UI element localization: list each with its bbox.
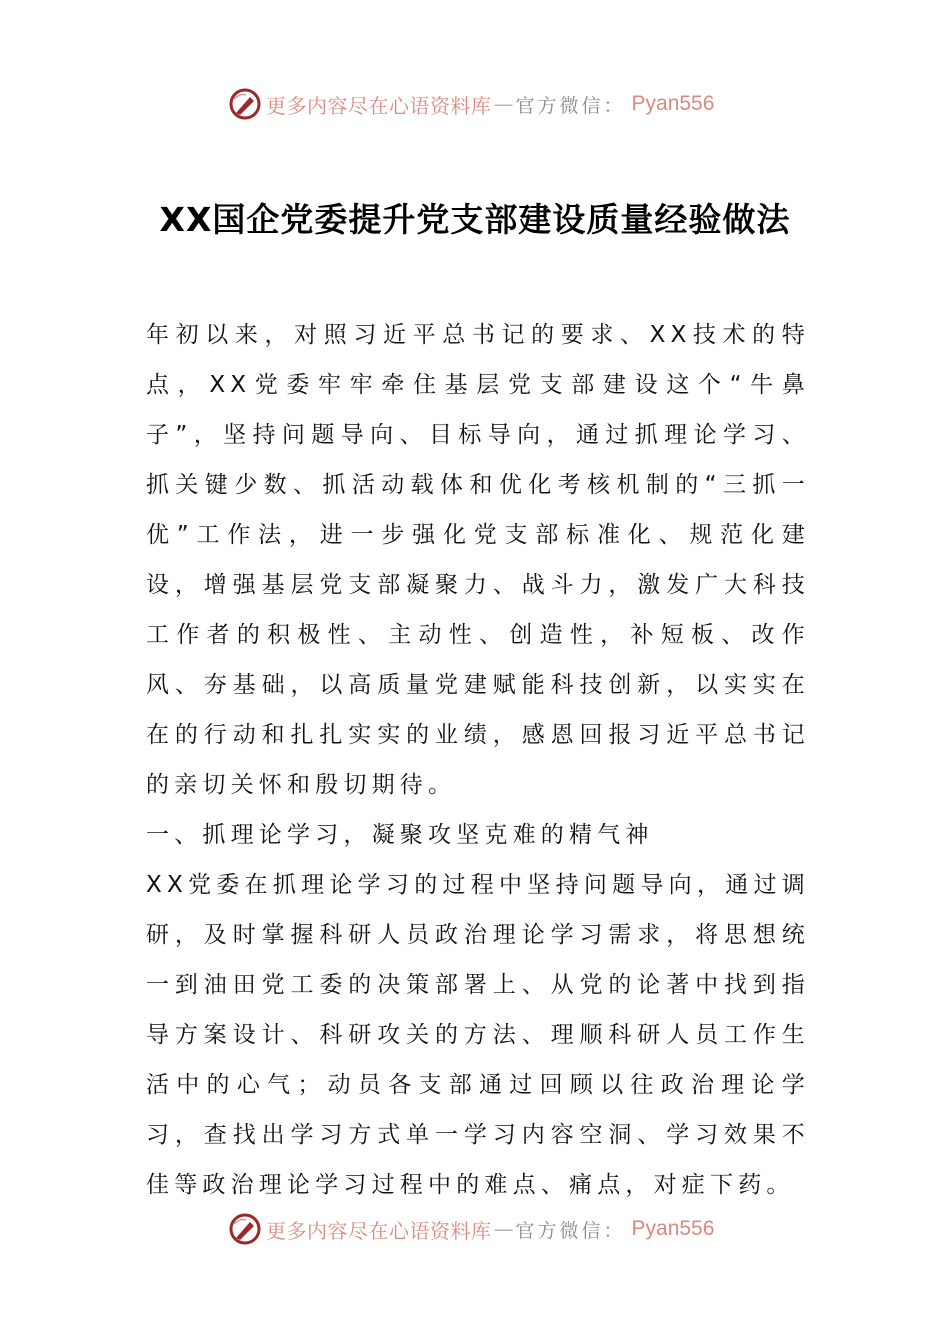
banner-site-text: 更多内容尽在心语资料库	[266, 93, 492, 118]
banner-dash: —	[493, 92, 514, 116]
banner-wechat-id: Pyan556	[631, 1217, 715, 1240]
pen-logo-icon	[228, 1212, 262, 1246]
document-title: XX国企党委提升党支部建设质量经验做法	[159, 200, 791, 240]
intro-paragraph: 年初以来，对照习近平总书记的要求、XX技术的特点，XX党委牢牢牵住基层党支部建设这个“牛鼻子”，坚持问题导向、目标导向，通过抓理论学习、抓关键少数、抓活动载体和优化考核机制的“三抓一优”工作法，进一步强化党支部标准化、规范化建设，增强基层党支部凝聚力、战斗力，激发广大科技工作者的积极性、主动性、创造性，补短板、改作风、夯基础，以高质量党建赋能科技创新，以实实在在的行动和扎扎实实的业绩，感恩回报习近平总书记的亲切关怀和殷切期待。	[146, 322, 810, 798]
footer-watermark-banner	[228, 1207, 728, 1251]
header-watermark-banner	[228, 82, 728, 126]
banner-wechat-label: 官方微信：	[515, 1219, 626, 1242]
section-paragraph: XX党委在抓理论学习的过程中坚持问题导向，通过调研，及时掌握科研人员政治理论学习需求，将思想统一到油田党工委的决策部署上、从党的论著中找到指导方案设计、科研攻关的方法、理顺科研人员工作生活中的心气；动员各支部通过回顾以往政治理论学习，查找出学习方式单一学习内容空洞、学习效果不佳等政治理论学习过程中的难点、痛点，对症下药。	[146, 872, 810, 1198]
banner-wechat-label: 官方微信：	[515, 94, 626, 117]
document-body	[146, 310, 810, 1210]
pen-logo-icon	[228, 87, 262, 121]
section-heading: 一、抓理论学习，凝聚攻坚克难的精气神	[146, 822, 654, 848]
banner-site-text: 更多内容尽在心语资料库	[266, 1218, 492, 1243]
banner-dash: —	[493, 1217, 514, 1241]
banner-wechat-id: Pyan556	[631, 92, 715, 115]
